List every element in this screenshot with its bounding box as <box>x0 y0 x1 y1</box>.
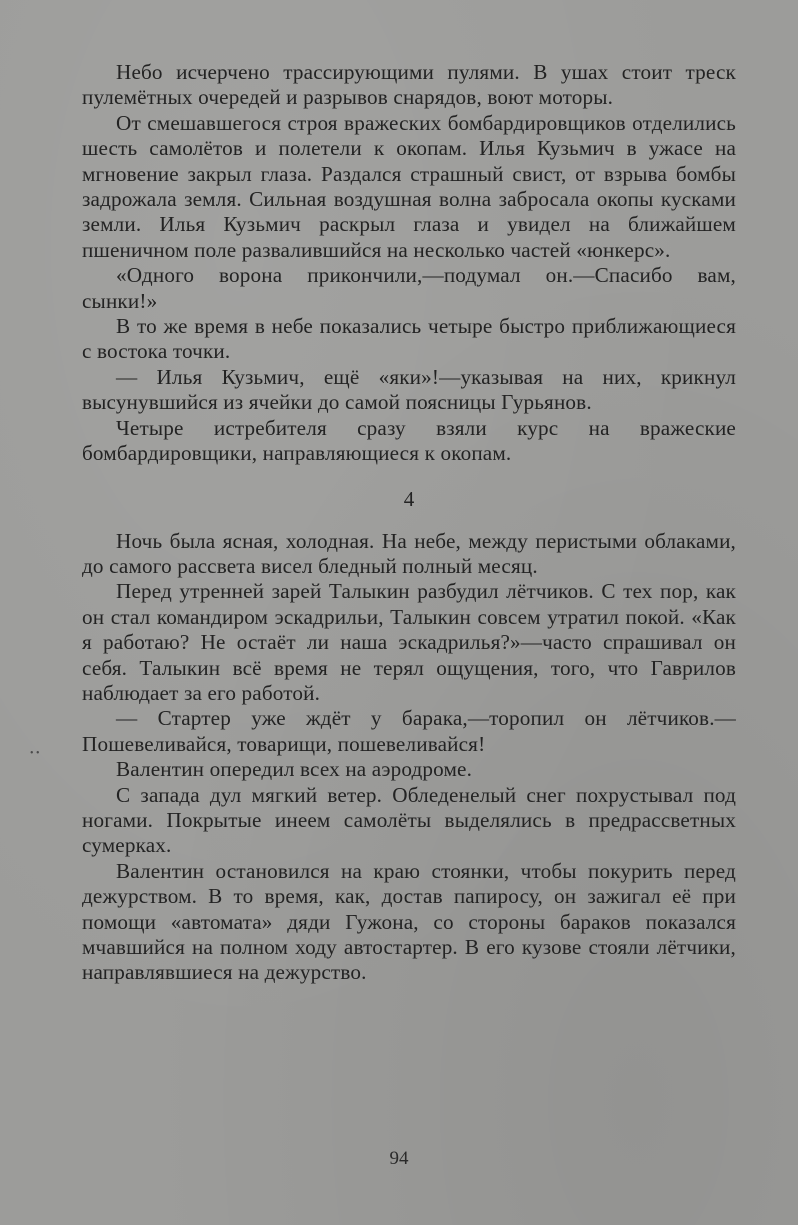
paragraph: Четыре истребителя сразу взяли курс на вражеские бомбардировщики, направляющиеся к окопам. <box>82 415 736 466</box>
paragraph: Валентин опередил всех на аэродроме. <box>116 757 473 782</box>
print-speck: • • <box>30 748 40 759</box>
page-body <box>82 60 736 986</box>
paragraph: От смешавшегося строя вражеских бомбардировщиков отделились шесть самолётов и полетели к окопам. Илья Кузьмич в ужасе на мгновение закрыл глаза. Раздался страшный свист, от взрыва бомбы задрожала земля. Сильная воздушная волна забросала окопы кусками земли. Илья Кузьмич раскрыл глаза и увидел на ближайшем пшеничном поле развалившийся на несколько частей «юнкерс». <box>82 110 736 262</box>
paragraph: «Одного ворона прикончили,—подумал он.—Спасибо вам, сынки!» <box>82 263 736 313</box>
paragraph: — Стартер уже ждёт у барака,—торопил он лётчиков.—Пошевеливайся, товарищи, пошевеливайся! <box>82 706 736 756</box>
section-number: 4 <box>403 486 415 511</box>
paragraph: Перед утренней зарей Талыкин разбудил лётчиков. С тех пор, как он стал командиром эскадрильи, Талыкин совсем утратил покой. «Как я работаю? Не остаёт ли наша эскадрилья?»—часто спрашивал он себя. Талыкин всё время не терял ощущения, того, что Гаврилов наблюдает за его работой. <box>82 579 736 705</box>
paragraph: В то же время в небе показались четыре быстро приближающиеся с востока точки. <box>82 314 736 364</box>
paragraph: Валентин остановился на краю стоянки, чтобы покурить перед дежурством. В то время, как, достав папиросу, он зажигал её при помощи «автомата» дяди Гужона, со стороны бараков показался мчавшийся на полном ходу автостартер. В его кузове стояли лётчики, направлявшиеся на дежурство. <box>82 858 736 985</box>
paragraph: С запада дул мягкий ветер. Обледенелый снег похрустывал под ногами. Покрытые инеем самолёты выделялись в предрассветных сумерках. <box>82 782 736 858</box>
paragraph: Ночь была ясная, холодная. На небе, между перистыми облаками, до самого рассвета висел бледный полный месяц. <box>82 528 736 578</box>
paragraph: — Илья Кузьмич, ещё «яки»!—указывая на них, крикнул высунувшийся из ячейки до самой поясницы Гурьянов. <box>82 364 736 415</box>
paragraph: Небо исчерчено трассирующими пулями. В ушах стоит треск пулемётных очередей и разрывов снарядов, воют моторы. <box>82 60 736 110</box>
page-number: 94 <box>389 1148 409 1169</box>
